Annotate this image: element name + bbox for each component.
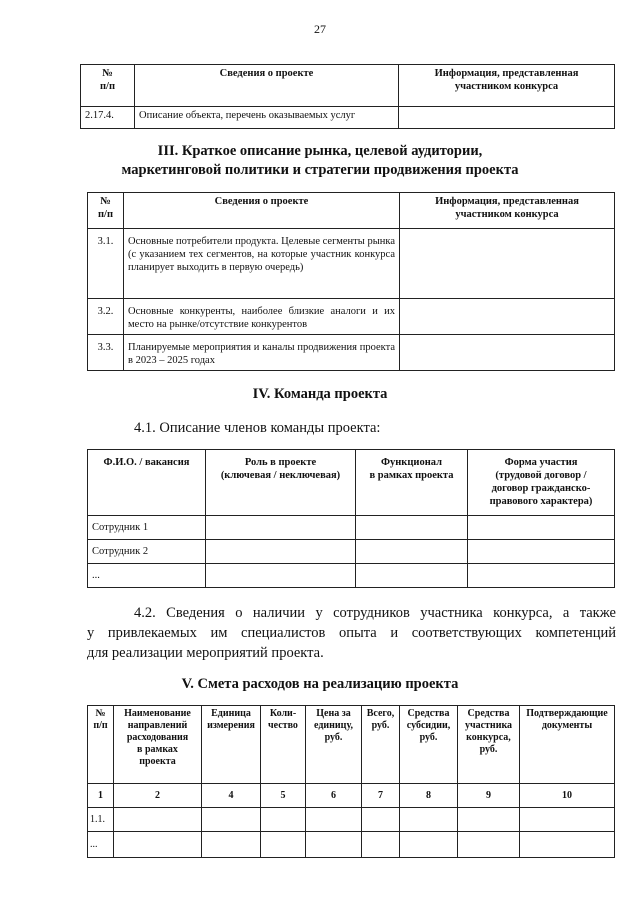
cell[interactable] [362, 832, 400, 858]
project-info-table-continued [80, 64, 615, 129]
header-participant-info: Информация, представленная участником конкурса [400, 193, 615, 229]
column-number: 10 [520, 784, 615, 808]
header-project-info: Сведения о проекте [124, 193, 400, 229]
cell[interactable] [458, 808, 520, 832]
column-number: 8 [400, 784, 458, 808]
row-number: 3.3. [88, 335, 124, 371]
row-value[interactable] [399, 107, 615, 129]
header-unit: Единица измерения [202, 706, 261, 784]
header-total: Всего, руб. [362, 706, 400, 784]
column-number: 9 [458, 784, 520, 808]
row-number: 3.2. [88, 299, 124, 335]
page-number: 27 [314, 22, 326, 36]
employee-form[interactable] [468, 564, 615, 588]
table-row [81, 107, 615, 129]
cell[interactable] [362, 808, 400, 832]
employee-functional[interactable] [356, 516, 468, 540]
section-4-subtitle: 4.1. Описание членов команды проекта: [134, 420, 381, 436]
cell[interactable] [520, 832, 615, 858]
table-row [88, 516, 615, 540]
section-3-title-line1: III. Краткое описание рынка, целевой аудитории, [157, 143, 483, 159]
column-number: 7 [362, 784, 400, 808]
employee-role[interactable] [206, 564, 356, 588]
cell[interactable] [202, 808, 261, 832]
para-4-2-line3: для реализации мероприятий проекта. [87, 645, 324, 661]
header-participant-funds: Средства участника конкурса, руб. [458, 706, 520, 784]
row-number: 3.1. [88, 229, 124, 299]
row-description: Основные потребители продукта. Целевые сегменты рынка (с указанием тех сегментов, на которые участник конкурса планирует выходить в первую очередь) [124, 229, 400, 299]
row-value[interactable] [400, 299, 615, 335]
employee-form[interactable] [468, 516, 615, 540]
cell[interactable] [306, 808, 362, 832]
table-row [88, 540, 615, 564]
table-row [88, 808, 615, 832]
header-participation-form: Форма участия (трудовой договор / договор гражданско- правового характера) [468, 450, 615, 516]
cell[interactable] [400, 808, 458, 832]
section-4-title: IV. Команда проекта [252, 386, 388, 402]
row-description: Планируемые мероприятия и каналы продвижения проекта в 2023 – 2025 годах [124, 335, 400, 371]
header-number: № п/п [88, 706, 114, 784]
column-number: 6 [306, 784, 362, 808]
table-row [88, 299, 615, 335]
para-4-2-line2: у привлекаемых им специалистов опыта и соответствующих компетенций [87, 625, 616, 641]
header-name-vacancy: Ф.И.О. / вакансия [88, 450, 206, 516]
cell[interactable] [306, 832, 362, 858]
header-expense-direction: Наименование направлений расходования в рамках проекта [114, 706, 202, 784]
column-number: 1 [88, 784, 114, 808]
column-number: 5 [261, 784, 306, 808]
employee-name: Сотрудник 2 [88, 540, 206, 564]
table-row [88, 832, 615, 858]
cell[interactable] [520, 808, 615, 832]
header-participant-info: Информация, представленная участником конкурса [399, 65, 615, 107]
employee-name: Сотрудник 1 [88, 516, 206, 540]
row-number: 1.1. [88, 808, 114, 832]
header-project-info: Сведения о проекте [135, 65, 399, 107]
column-number: 4 [202, 784, 261, 808]
row-number: ... [88, 832, 114, 858]
row-description: Основные конкуренты, наиболее близкие аналоги и их место на рынке/отсутствие конкурентов [124, 299, 400, 335]
cell[interactable] [202, 832, 261, 858]
cell[interactable] [114, 832, 202, 858]
row-value[interactable] [400, 229, 615, 299]
employee-role[interactable] [206, 540, 356, 564]
employee-name: ... [88, 564, 206, 588]
cell[interactable] [114, 808, 202, 832]
cell[interactable] [261, 832, 306, 858]
header-role: Роль в проекте (ключевая / неключевая) [206, 450, 356, 516]
section-3-title-line2: маркетинговой политики и стратегии продвижения проекта [121, 162, 519, 178]
employee-role[interactable] [206, 516, 356, 540]
table-row [88, 335, 615, 371]
column-number: 2 [114, 784, 202, 808]
row-description: Описание объекта, перечень оказываемых услуг [135, 107, 399, 129]
cell[interactable] [261, 808, 306, 832]
column-number-row [88, 784, 615, 808]
header-number: № п/п [88, 193, 124, 229]
header-supporting-docs: Подтверждающие документы [520, 706, 615, 784]
team-table [87, 449, 615, 588]
employee-form[interactable] [468, 540, 615, 564]
table-row [88, 229, 615, 299]
cell[interactable] [458, 832, 520, 858]
para-4-2-line1: 4.2. Сведения о наличии у сотрудников участника конкурса, а также [134, 605, 616, 621]
header-quantity: Коли- чество [261, 706, 306, 784]
header-unit-price: Цена за единицу, руб. [306, 706, 362, 784]
cell[interactable] [400, 832, 458, 858]
row-number: 2.17.4. [81, 107, 135, 129]
section-5-title: V. Смета расходов на реализацию проекта [181, 676, 459, 692]
header-subsidy-funds: Средства субсидии, руб. [400, 706, 458, 784]
header-functional: Функционал в рамках проекта [356, 450, 468, 516]
employee-functional[interactable] [356, 564, 468, 588]
header-number: № п/п [81, 65, 135, 107]
budget-table [87, 705, 615, 858]
row-value[interactable] [400, 335, 615, 371]
table-row [88, 564, 615, 588]
market-table [87, 192, 615, 371]
employee-functional[interactable] [356, 540, 468, 564]
